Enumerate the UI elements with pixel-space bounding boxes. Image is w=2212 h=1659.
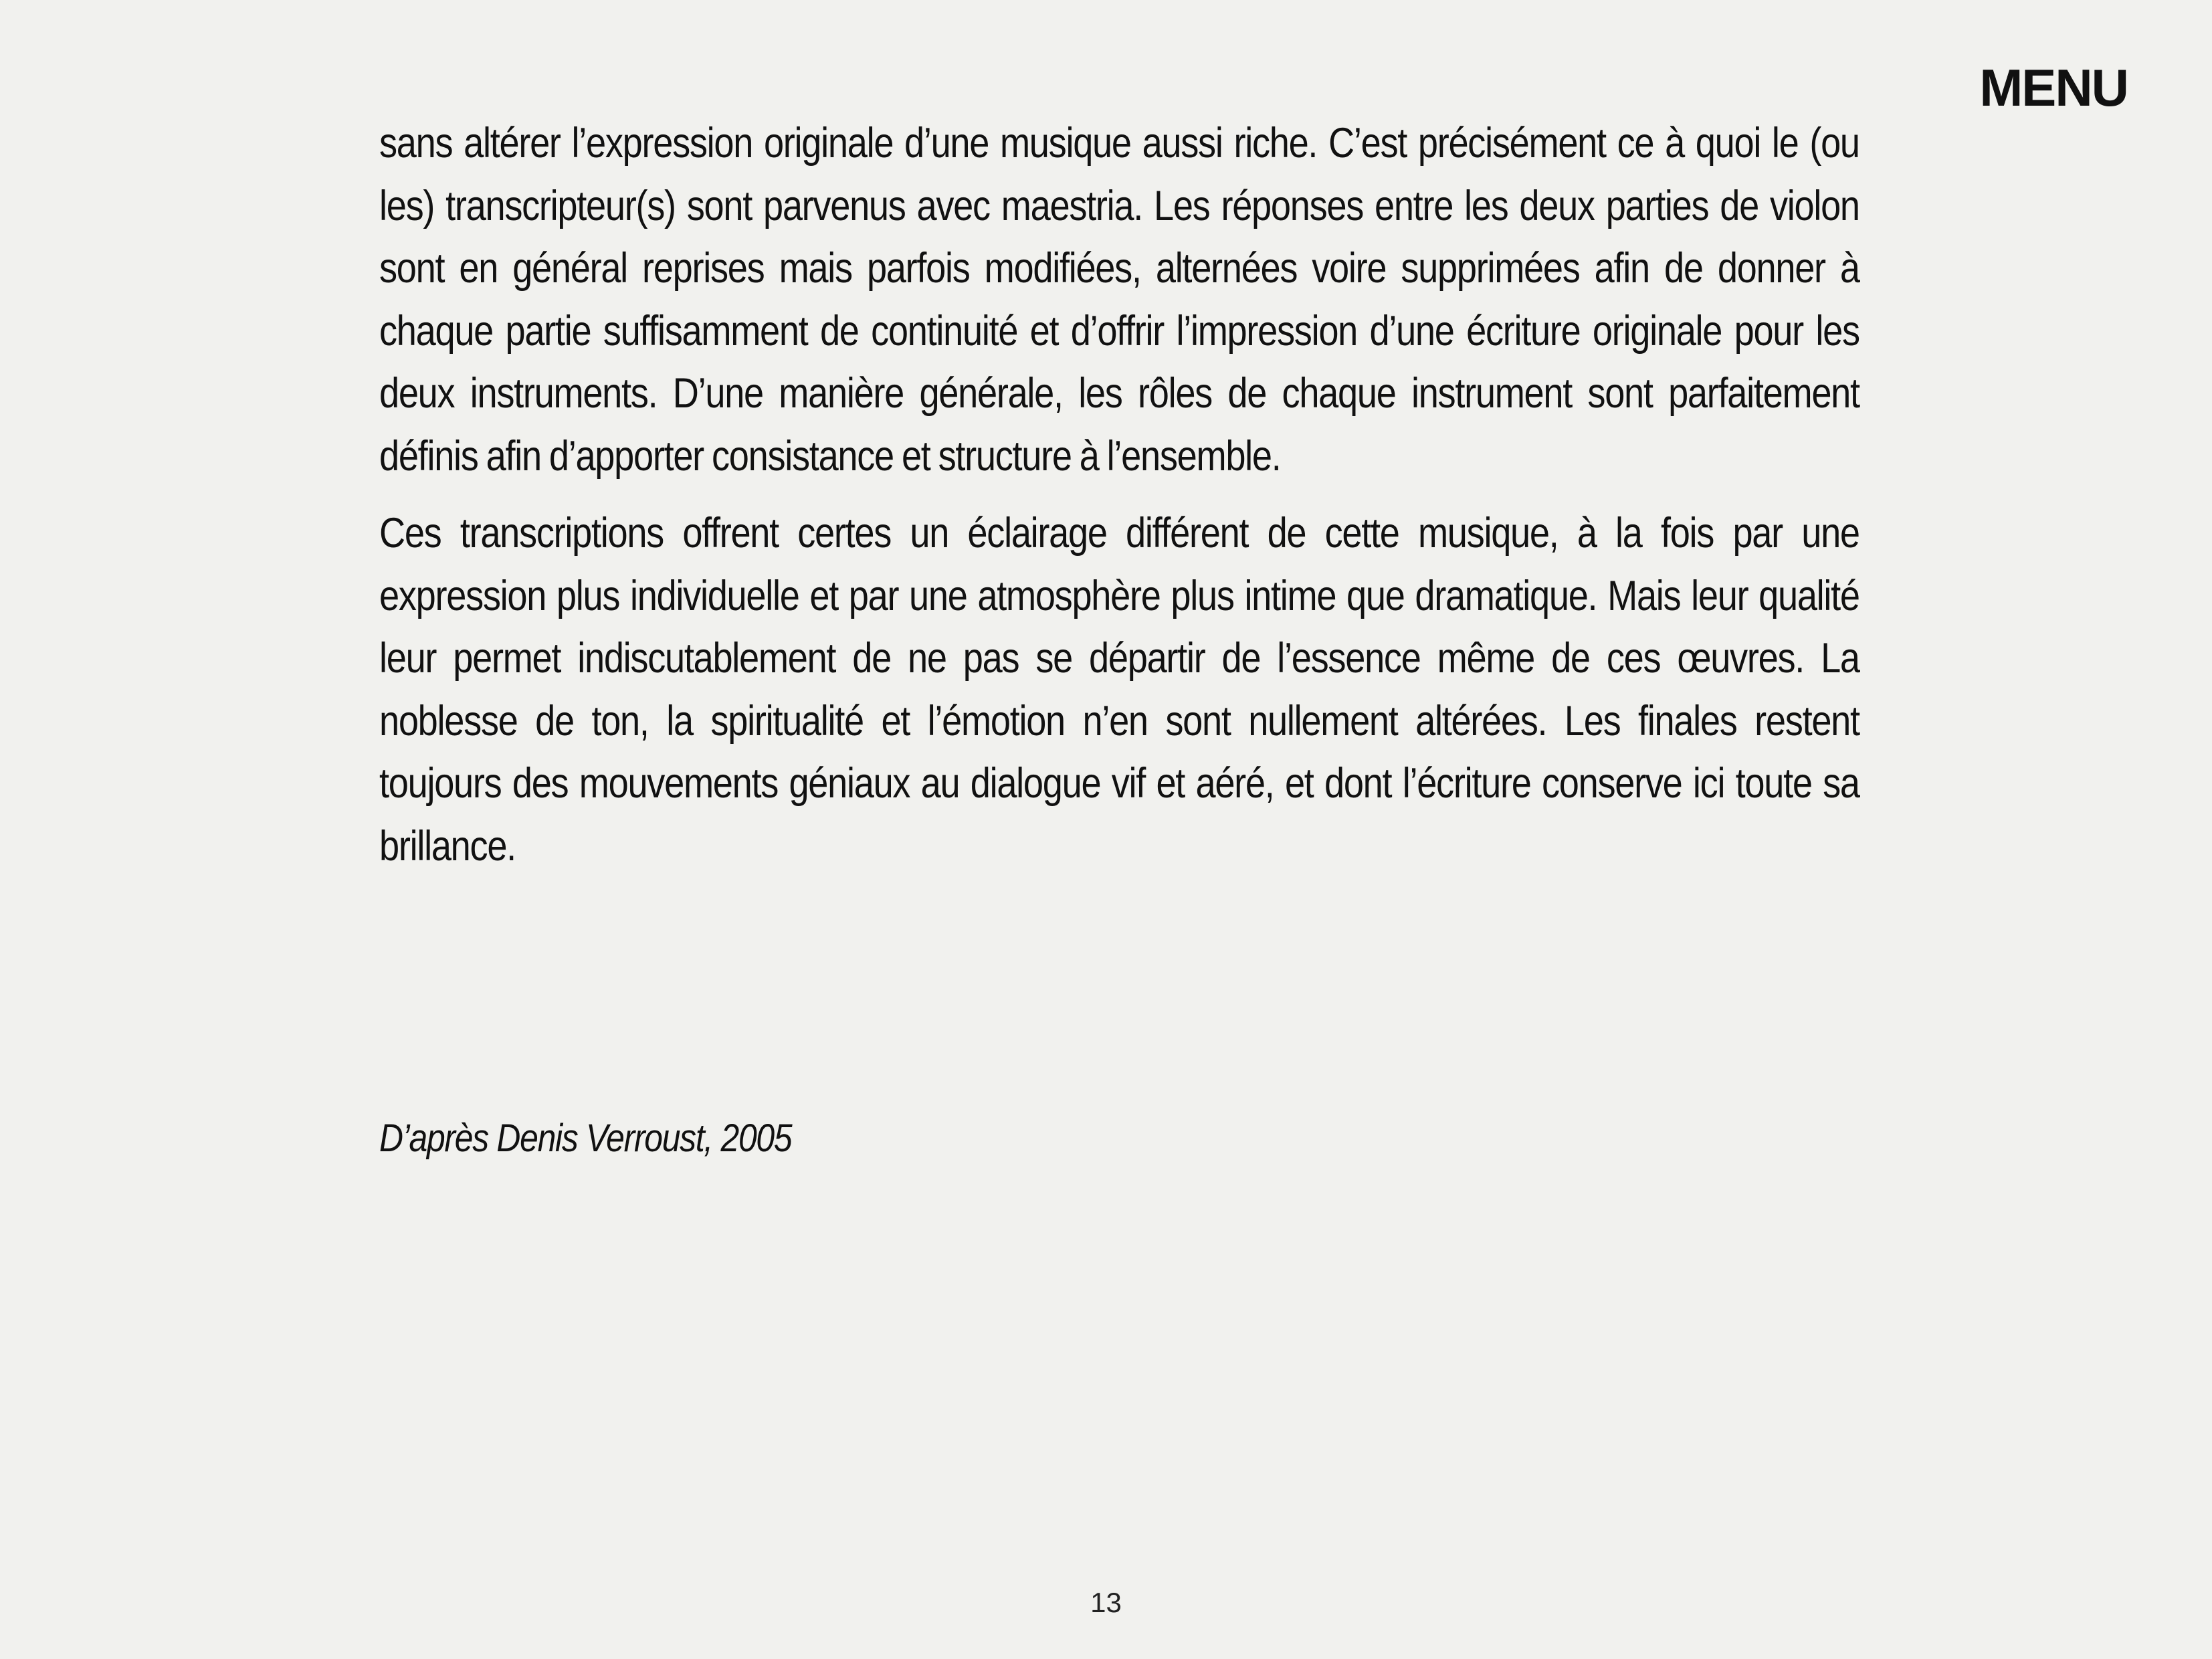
menu-button[interactable]: MENU xyxy=(1979,58,2128,117)
body-paragraph: sans altérer l’expression originale d’une musique aussi riche. C’est précisément ce à quoi le (ou les) transcripteur(s) sont parvenus avec maestria. Les réponses entre les deux parties de violon sont en général reprises mais parfois modifiées, alternées voire supprimées afin de donner à chaque partie suffisamment de continuité et d’offrir l’impression d’une écriture originale pour les deux instruments. D’une manière générale, les rôles de chaque instrument sont parfaitement définis afin d’apporter consistance et structure à l’ensemble. xyxy=(379,120,1859,480)
page-number: 13 xyxy=(1090,1587,1122,1618)
body-paragraph: Ces transcriptions offrent certes un éclairage différent de cette musique, à la fois par une expression plus individuelle et par une atmosphère plus intime que dramatique. Mais leur qualité leur permet indiscutablement de ne pas se départir de l’essence même de ces œuvres. La noblesse de ton, la spiritualité et l’émotion n’en sont nullement altérées. Les finales restent toujours des mouvements géniaux au dialogue vif et aéré, et dont l’écriture conserve ici toute sa brillance. xyxy=(379,510,1859,870)
attribution: D’après Denis Verroust, 2005 xyxy=(379,1116,792,1160)
article-body xyxy=(379,112,1859,892)
